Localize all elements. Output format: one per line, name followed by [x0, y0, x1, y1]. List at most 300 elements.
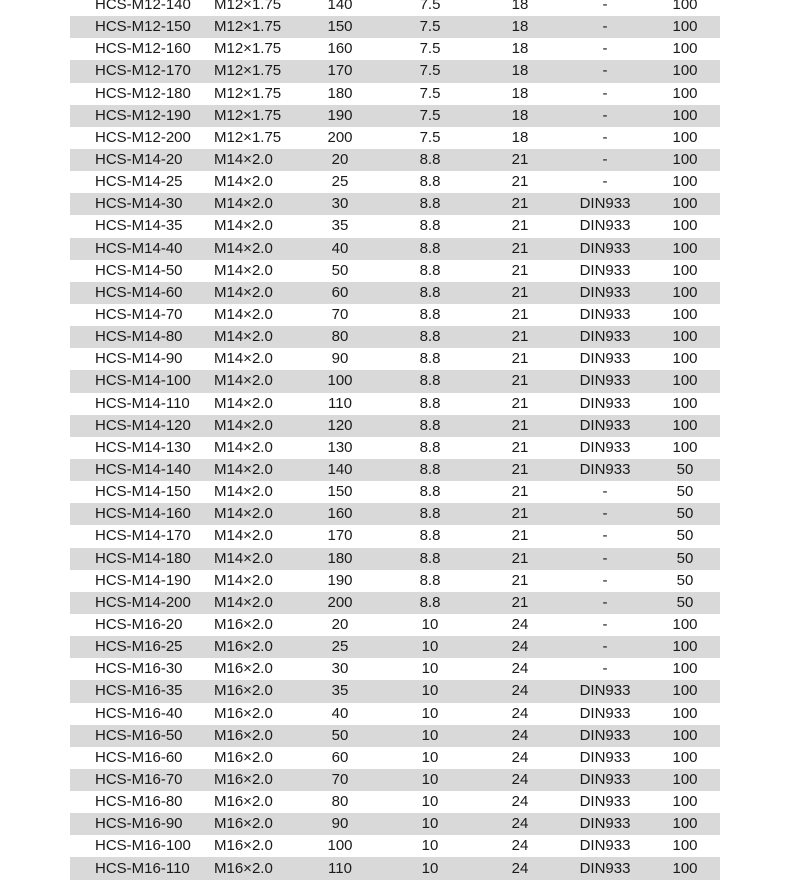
standard-cell: DIN933 [579, 748, 631, 766]
head-height-cell: 8.8 [419, 394, 441, 412]
standard-cell: - [602, 549, 608, 567]
table-row [70, 393, 720, 415]
wrench-size-cell: 21 [511, 416, 529, 434]
standard-cell: - [602, 62, 608, 80]
head-height-cell: 8.8 [419, 151, 441, 169]
standard-cell: DIN933 [579, 416, 631, 434]
standard-cell: DIN933 [579, 859, 631, 877]
length-cell: 70 [331, 770, 349, 788]
head-height-cell: 8.8 [419, 239, 441, 257]
thread-size-cell: M16×2.0 [214, 837, 273, 855]
head-height-cell: 8.8 [419, 283, 441, 301]
length-cell: 180 [327, 549, 353, 567]
standard-cell: - [602, 173, 608, 191]
wrench-size-cell: 24 [511, 837, 529, 855]
table-row [70, 171, 720, 193]
part-number-cell: HCS-M14-90 [95, 350, 183, 368]
wrench-size-cell: 18 [511, 0, 529, 14]
length-cell: 170 [327, 527, 353, 545]
part-number-cell: HCS-M14-50 [95, 261, 183, 279]
quantity-cell: 100 [672, 416, 698, 434]
standard-cell: DIN933 [579, 770, 631, 788]
thread-size-cell: M14×2.0 [214, 173, 273, 191]
wrench-size-cell: 21 [511, 306, 529, 324]
table-row [70, 769, 720, 791]
table-row [70, 282, 720, 304]
standard-cell: DIN933 [579, 372, 631, 390]
wrench-size-cell: 18 [511, 40, 529, 58]
length-cell: 140 [327, 0, 353, 14]
standard-cell: - [602, 0, 608, 14]
head-height-cell: 10 [421, 726, 439, 744]
part-number-cell: HCS-M14-100 [95, 372, 191, 390]
part-number-cell: HCS-M12-200 [95, 128, 191, 146]
length-cell: 80 [331, 793, 349, 811]
head-height-cell: 8.8 [419, 505, 441, 523]
wrench-size-cell: 21 [511, 350, 529, 368]
part-number-cell: HCS-M16-80 [95, 793, 183, 811]
quantity-cell: 100 [672, 438, 698, 456]
thread-size-cell: M12×1.75 [214, 18, 282, 36]
head-height-cell: 8.8 [419, 527, 441, 545]
wrench-size-cell: 21 [511, 505, 529, 523]
standard-cell: - [602, 660, 608, 678]
standard-cell: - [602, 84, 608, 102]
head-height-cell: 8.8 [419, 483, 441, 501]
thread-size-cell: M16×2.0 [214, 859, 273, 877]
table-row [70, 636, 720, 658]
head-height-cell: 8.8 [419, 416, 441, 434]
table-row [70, 857, 720, 879]
quantity-cell: 100 [672, 748, 698, 766]
standard-cell: - [602, 151, 608, 169]
wrench-size-cell: 21 [511, 151, 529, 169]
standard-cell: DIN933 [579, 328, 631, 346]
quantity-cell: 100 [672, 106, 698, 124]
quantity-cell: 100 [672, 151, 698, 169]
part-number-cell: HCS-M16-90 [95, 815, 183, 833]
length-cell: 200 [327, 593, 353, 611]
thread-size-cell: M14×2.0 [214, 350, 273, 368]
quantity-cell: 100 [672, 815, 698, 833]
wrench-size-cell: 24 [511, 859, 529, 877]
thread-size-cell: M16×2.0 [214, 770, 273, 788]
part-number-cell: HCS-M16-110 [95, 859, 190, 877]
head-height-cell: 7.5 [419, 62, 441, 80]
table-row [70, 38, 720, 60]
part-number-cell: HCS-M12-190 [95, 106, 191, 124]
quantity-cell: 50 [676, 505, 694, 523]
standard-cell: - [602, 18, 608, 36]
table-row [70, 260, 720, 282]
standard-cell: - [602, 483, 608, 501]
wrench-size-cell: 24 [511, 616, 529, 633]
length-cell: 100 [327, 372, 353, 390]
table-row [70, 0, 720, 16]
wrench-size-cell: 21 [511, 461, 529, 479]
thread-size-cell: M14×2.0 [214, 195, 273, 213]
thread-size-cell: M14×2.0 [214, 372, 273, 390]
length-cell: 50 [331, 261, 349, 279]
part-number-cell: HCS-M14-60 [95, 283, 183, 301]
standard-cell: - [602, 638, 608, 656]
part-number-cell: HCS-M14-30 [95, 195, 183, 213]
wrench-size-cell: 21 [511, 394, 529, 412]
standard-cell: DIN933 [579, 283, 631, 301]
table-row [70, 835, 720, 857]
table-row [70, 193, 720, 215]
quantity-cell: 100 [672, 328, 698, 346]
length-cell: 30 [331, 195, 349, 213]
table-row [70, 525, 720, 547]
thread-size-cell: M16×2.0 [214, 726, 273, 744]
length-cell: 60 [331, 748, 349, 766]
wrench-size-cell: 24 [511, 638, 529, 656]
table-row [70, 238, 720, 260]
table-row [70, 437, 720, 459]
part-number-cell: HCS-M12-150 [95, 18, 191, 36]
part-number-cell: HCS-M14-110 [95, 394, 190, 412]
length-cell: 80 [331, 328, 349, 346]
quantity-cell: 50 [676, 593, 694, 611]
thread-size-cell: M14×2.0 [214, 328, 273, 346]
quantity-cell: 100 [672, 40, 698, 58]
part-number-cell: HCS-M14-35 [95, 217, 183, 235]
quantity-cell: 50 [676, 549, 694, 567]
table-row [70, 725, 720, 747]
quantity-cell: 100 [672, 837, 698, 855]
wrench-size-cell: 24 [511, 770, 529, 788]
wrench-size-cell: 24 [511, 682, 529, 700]
table-row [70, 813, 720, 835]
part-number-cell: HCS-M12-160 [95, 40, 191, 58]
quantity-cell: 50 [676, 571, 694, 589]
part-number-cell: HCS-M14-160 [95, 505, 191, 523]
head-height-cell: 8.8 [419, 173, 441, 191]
head-height-cell: 10 [421, 815, 439, 833]
table-row [70, 348, 720, 370]
wrench-size-cell: 21 [511, 593, 529, 611]
head-height-cell: 8.8 [419, 549, 441, 567]
length-cell: 140 [327, 461, 353, 479]
wrench-size-cell: 21 [511, 261, 529, 279]
table-row [70, 415, 720, 437]
wrench-size-cell: 21 [511, 239, 529, 257]
thread-size-cell: M14×2.0 [214, 527, 273, 545]
length-cell: 35 [331, 682, 349, 700]
part-number-cell: HCS-M14-190 [95, 571, 191, 589]
table-row [70, 215, 720, 237]
part-number-cell: HCS-M16-60 [95, 748, 183, 766]
head-height-cell: 7.5 [419, 106, 441, 124]
head-height-cell: 7.5 [419, 40, 441, 58]
table-row [70, 326, 720, 348]
quantity-cell: 100 [672, 0, 698, 14]
wrench-size-cell: 21 [511, 283, 529, 301]
head-height-cell: 8.8 [419, 593, 441, 611]
standard-cell: DIN933 [579, 306, 631, 324]
standard-cell: DIN933 [579, 837, 631, 855]
standard-cell: - [602, 571, 608, 589]
length-cell: 35 [331, 217, 349, 235]
part-number-cell: HCS-M16-25 [95, 638, 183, 656]
length-cell: 130 [327, 438, 353, 456]
head-height-cell: 10 [421, 837, 439, 855]
standard-cell: DIN933 [579, 239, 631, 257]
length-cell: 110 [328, 859, 352, 877]
quantity-cell: 100 [672, 173, 698, 191]
standard-cell: DIN933 [579, 217, 631, 235]
quantity-cell: 100 [672, 704, 698, 722]
length-cell: 90 [331, 815, 349, 833]
wrench-size-cell: 24 [511, 660, 529, 678]
thread-size-cell: M14×2.0 [214, 283, 273, 301]
table-row [70, 592, 720, 614]
part-number-cell: HCS-M16-50 [95, 726, 183, 744]
length-cell: 190 [327, 571, 353, 589]
quantity-cell: 100 [672, 726, 698, 744]
head-height-cell: 8.8 [419, 306, 441, 324]
length-cell: 200 [327, 128, 353, 146]
thread-size-cell: M14×2.0 [214, 593, 273, 611]
head-height-cell: 10 [421, 682, 439, 700]
table-row [70, 304, 720, 326]
quantity-cell: 100 [672, 195, 698, 213]
wrench-size-cell: 21 [511, 549, 529, 567]
length-cell: 25 [331, 638, 349, 656]
quantity-cell: 100 [672, 793, 698, 811]
length-cell: 90 [331, 350, 349, 368]
part-number-cell: HCS-M14-140 [95, 461, 191, 479]
thread-size-cell: M12×1.75 [214, 40, 282, 58]
length-cell: 20 [331, 616, 349, 633]
part-number-cell: HCS-M12-170 [95, 62, 191, 80]
standard-cell: - [602, 527, 608, 545]
thread-size-cell: M16×2.0 [214, 815, 273, 833]
wrench-size-cell: 18 [511, 106, 529, 124]
standard-cell: DIN933 [579, 438, 631, 456]
thread-size-cell: M14×2.0 [214, 438, 273, 456]
wrench-size-cell: 24 [511, 748, 529, 766]
length-cell: 50 [331, 726, 349, 744]
head-height-cell: 8.8 [419, 372, 441, 390]
standard-cell: - [602, 106, 608, 124]
standard-cell: - [602, 505, 608, 523]
thread-size-cell: M14×2.0 [214, 261, 273, 279]
part-number-cell: HCS-M12-140 [95, 0, 191, 14]
part-number-cell: HCS-M14-150 [95, 483, 191, 501]
wrench-size-cell: 24 [511, 704, 529, 722]
part-number-cell: HCS-M14-20 [95, 151, 183, 169]
quantity-cell: 50 [676, 461, 694, 479]
part-number-cell: HCS-M14-25 [95, 173, 183, 191]
head-height-cell: 8.8 [419, 350, 441, 368]
part-number-cell: HCS-M14-70 [95, 306, 183, 324]
length-cell: 100 [327, 837, 353, 855]
length-cell: 25 [331, 173, 349, 191]
standard-cell: DIN933 [579, 682, 631, 700]
thread-size-cell: M14×2.0 [214, 394, 273, 412]
table-row [70, 747, 720, 769]
length-cell: 190 [327, 106, 353, 124]
table-row [70, 60, 720, 82]
quantity-cell: 50 [676, 527, 694, 545]
thread-size-cell: M12×1.75 [214, 128, 282, 146]
wrench-size-cell: 21 [511, 195, 529, 213]
part-number-cell: HCS-M16-30 [95, 660, 183, 678]
quantity-cell: 100 [672, 770, 698, 788]
table-row [70, 370, 720, 392]
quantity-cell: 100 [672, 84, 698, 102]
length-cell: 120 [327, 416, 353, 434]
quantity-cell: 100 [672, 372, 698, 390]
head-height-cell: 10 [421, 748, 439, 766]
thread-size-cell: M16×2.0 [214, 660, 273, 678]
length-cell: 160 [327, 505, 353, 523]
quantity-cell: 100 [672, 682, 698, 700]
length-cell: 150 [327, 18, 353, 36]
thread-size-cell: M16×2.0 [214, 793, 273, 811]
standard-cell: - [602, 593, 608, 611]
length-cell: 150 [327, 483, 353, 501]
quantity-cell: 100 [672, 306, 698, 324]
length-cell: 60 [331, 283, 349, 301]
thread-size-cell: M14×2.0 [214, 549, 273, 567]
quantity-cell: 100 [672, 261, 698, 279]
thread-size-cell: M14×2.0 [214, 306, 273, 324]
head-height-cell: 10 [421, 770, 439, 788]
standard-cell: - [602, 128, 608, 146]
length-cell: 170 [327, 62, 353, 80]
head-height-cell: 10 [421, 616, 439, 633]
wrench-size-cell: 21 [511, 372, 529, 390]
standard-cell: DIN933 [579, 815, 631, 833]
length-cell: 40 [331, 704, 349, 722]
thread-size-cell: M14×2.0 [214, 571, 273, 589]
thread-size-cell: M14×2.0 [214, 151, 273, 169]
wrench-size-cell: 21 [511, 438, 529, 456]
standard-cell: DIN933 [579, 350, 631, 368]
thread-size-cell: M14×2.0 [214, 461, 273, 479]
head-height-cell: 8.8 [419, 261, 441, 279]
product-spec-table [70, 0, 720, 880]
wrench-size-cell: 21 [511, 328, 529, 346]
head-height-cell: 8.8 [419, 461, 441, 479]
head-height-cell: 8.8 [419, 571, 441, 589]
head-height-cell: 7.5 [419, 84, 441, 102]
thread-size-cell: M16×2.0 [214, 748, 273, 766]
part-number-cell: HCS-M14-40 [95, 239, 183, 257]
quantity-cell: 100 [672, 616, 698, 633]
thread-size-cell: M12×1.75 [214, 84, 282, 102]
thread-size-cell: M16×2.0 [214, 704, 273, 722]
wrench-size-cell: 18 [511, 84, 529, 102]
thread-size-cell: M14×2.0 [214, 217, 273, 235]
quantity-cell: 100 [672, 18, 698, 36]
table-row [70, 658, 720, 680]
part-number-cell: HCS-M12-180 [95, 84, 191, 102]
part-number-cell: HCS-M14-170 [95, 527, 191, 545]
thread-size-cell: M12×1.75 [214, 0, 282, 14]
part-number-cell: HCS-M14-80 [95, 328, 183, 346]
standard-cell: DIN933 [579, 195, 631, 213]
quantity-cell: 100 [672, 62, 698, 80]
wrench-size-cell: 21 [511, 571, 529, 589]
quantity-cell: 100 [672, 217, 698, 235]
thread-size-cell: M14×2.0 [214, 239, 273, 257]
head-height-cell: 10 [421, 793, 439, 811]
wrench-size-cell: 24 [511, 815, 529, 833]
part-number-cell: HCS-M16-70 [95, 770, 183, 788]
part-number-cell: HCS-M16-100 [95, 837, 191, 855]
table-row [70, 127, 720, 149]
part-number-cell: HCS-M14-200 [95, 593, 191, 611]
standard-cell: DIN933 [579, 726, 631, 744]
table-row [70, 503, 720, 525]
wrench-size-cell: 18 [511, 128, 529, 146]
table-row [70, 481, 720, 503]
head-height-cell: 10 [421, 704, 439, 722]
table-row [70, 703, 720, 725]
quantity-cell: 100 [672, 859, 698, 877]
thread-size-cell: M16×2.0 [214, 616, 273, 633]
length-cell: 40 [331, 239, 349, 257]
quantity-cell: 100 [672, 660, 698, 678]
head-height-cell: 8.8 [419, 217, 441, 235]
head-height-cell: 7.5 [419, 18, 441, 36]
standard-cell: DIN933 [579, 461, 631, 479]
part-number-cell: HCS-M14-180 [95, 549, 191, 567]
thread-size-cell: M14×2.0 [214, 505, 273, 523]
quantity-cell: 100 [672, 638, 698, 656]
head-height-cell: 8.8 [419, 438, 441, 456]
wrench-size-cell: 18 [511, 62, 529, 80]
wrench-size-cell: 21 [511, 483, 529, 501]
head-height-cell: 10 [421, 660, 439, 678]
length-cell: 30 [331, 660, 349, 678]
part-number-cell: HCS-M16-40 [95, 704, 183, 722]
standard-cell: - [602, 616, 608, 633]
length-cell: 110 [328, 394, 352, 412]
head-height-cell: 10 [421, 859, 439, 877]
wrench-size-cell: 18 [511, 18, 529, 36]
standard-cell: DIN933 [579, 261, 631, 279]
thread-size-cell: M12×1.75 [214, 106, 282, 124]
standard-cell: DIN933 [579, 704, 631, 722]
length-cell: 160 [327, 40, 353, 58]
wrench-size-cell: 24 [511, 793, 529, 811]
standard-cell: DIN933 [579, 394, 631, 412]
part-number-cell: HCS-M16-20 [95, 616, 183, 633]
table-row [70, 105, 720, 127]
length-cell: 20 [331, 151, 349, 169]
length-cell: 180 [327, 84, 353, 102]
quantity-cell: 100 [672, 394, 698, 412]
head-height-cell: 10 [421, 638, 439, 656]
thread-size-cell: M12×1.75 [214, 62, 282, 80]
table-row [70, 459, 720, 481]
quantity-cell: 100 [672, 128, 698, 146]
head-height-cell: 8.8 [419, 328, 441, 346]
part-number-cell: HCS-M14-120 [95, 416, 191, 434]
thread-size-cell: M14×2.0 [214, 483, 273, 501]
table-row [70, 83, 720, 105]
part-number-cell: HCS-M14-130 [95, 438, 191, 456]
thread-size-cell: M14×2.0 [214, 416, 273, 434]
table-row [70, 614, 720, 636]
standard-cell: DIN933 [579, 793, 631, 811]
wrench-size-cell: 21 [511, 527, 529, 545]
